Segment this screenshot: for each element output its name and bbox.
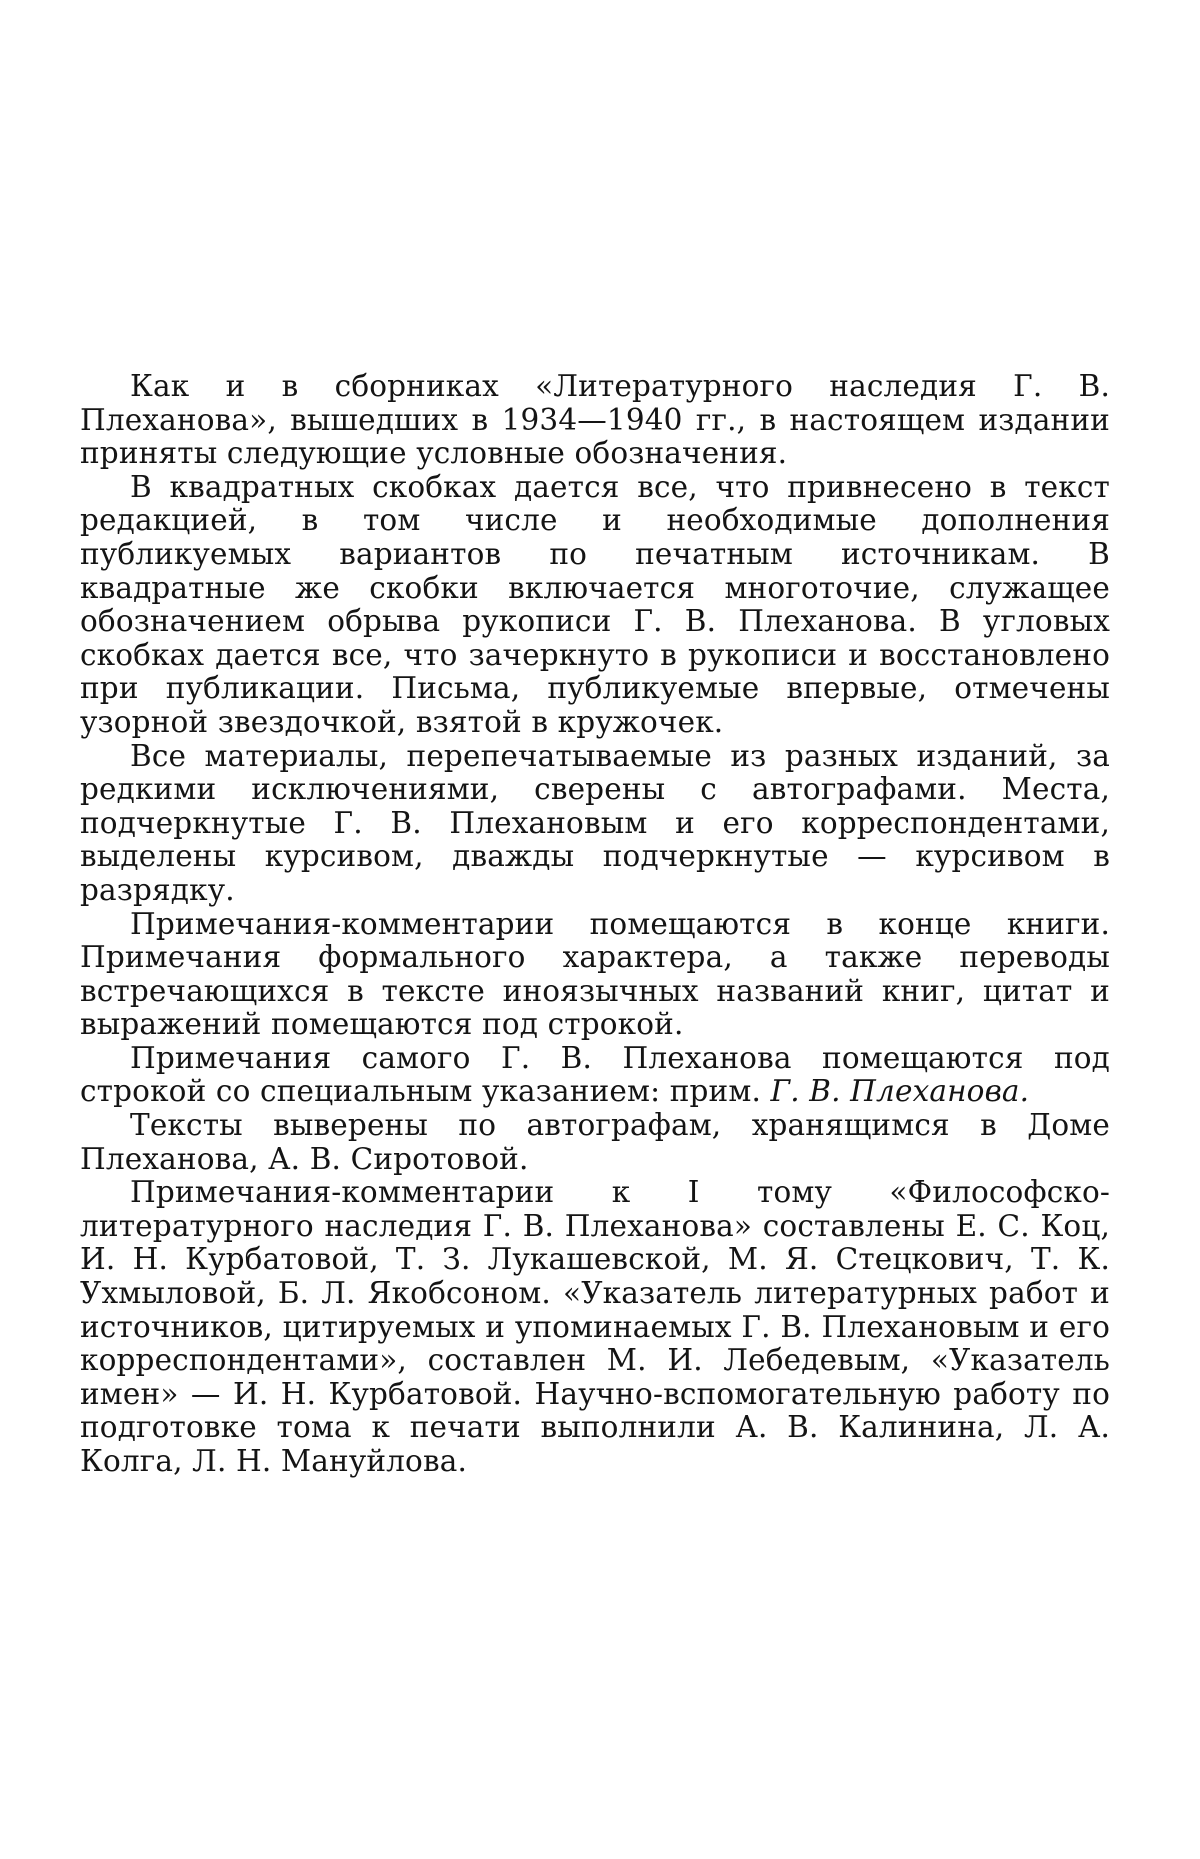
paragraph-notes-placement: Примечания-комментарии помещаются в конце книги. Примечания формального характера, а также переводы встречающихся в тексте иноязычных названий книг, цитат и выражений помещаются под строкой. xyxy=(80,906,1110,1042)
paragraph-editorial-conventions: Как и в сборниках «Литературного наследия Г. В. Плеханова», вышедших в 1934—1940 гг., в настоящем издании приняты следующие условные обозначения. xyxy=(80,369,1110,471)
paragraph-square-brackets: В квадратных скобках дается все, что привнесено в текст редакцией, в том числе и необходимые дополнения публикуемых вариантов по печатным источникам. В квадратные же скобки включается многоточие, служащее обозначением обрыва рукописи Г. В. Плеханова. В угловых скобках дается все, что зачеркнуто в рукописи и восстановлено при публикации. Письма, публикуемые впервые, отмечены узорной звездочкой, взятой в кружочек. xyxy=(80,469,1110,739)
paragraph-sources-verification: Все материалы, перепечатываемые из разных изданий, за редкими исключениями, сверены с автографами. Места, подчеркнутые Г. В. Плехановым и его корреспондентами, выделены курсивом, дважды подчеркнутые — курсивом в разрядку. xyxy=(80,738,1110,907)
paragraph-text-verification: Тексты выверены по автографам, хранящимся в Доме Плеханова, А. В. Сиротовой. xyxy=(80,1108,1110,1176)
author-notes-signature: Г. В. Плеханова. xyxy=(770,1074,1030,1109)
paragraph-author-notes xyxy=(80,1042,1110,1109)
author-notes-text: Примечания самого Г. В. Плеханова помещаются под строкой со специальным указанием: прим. xyxy=(80,1040,1110,1109)
body-text xyxy=(80,370,1110,1479)
paragraph-credits: Примечания-комментарии к I тому «Философско-литературного наследия Г. В. Плеханова» составлены Е. С. Коц, И. Н. Курбатовой, Т. З. Лукашевской, М. Я. Стецкович, Т. К. Ухмыловой, Б. Л. Якобсоном. «Указатель литературных работ и источников, цитируемых и упоминаемых Г. В. Плехановым и его корреспондентами», составлен М. И. Лебедевым, «Указатель имен» — И. Н. Курбатовой. Научно-вспомогательную работу по подготовке тома к печати выполнили А. В. Калинина, Л. А. Колга, Л. Н. Мануйлова. xyxy=(80,1175,1110,1478)
